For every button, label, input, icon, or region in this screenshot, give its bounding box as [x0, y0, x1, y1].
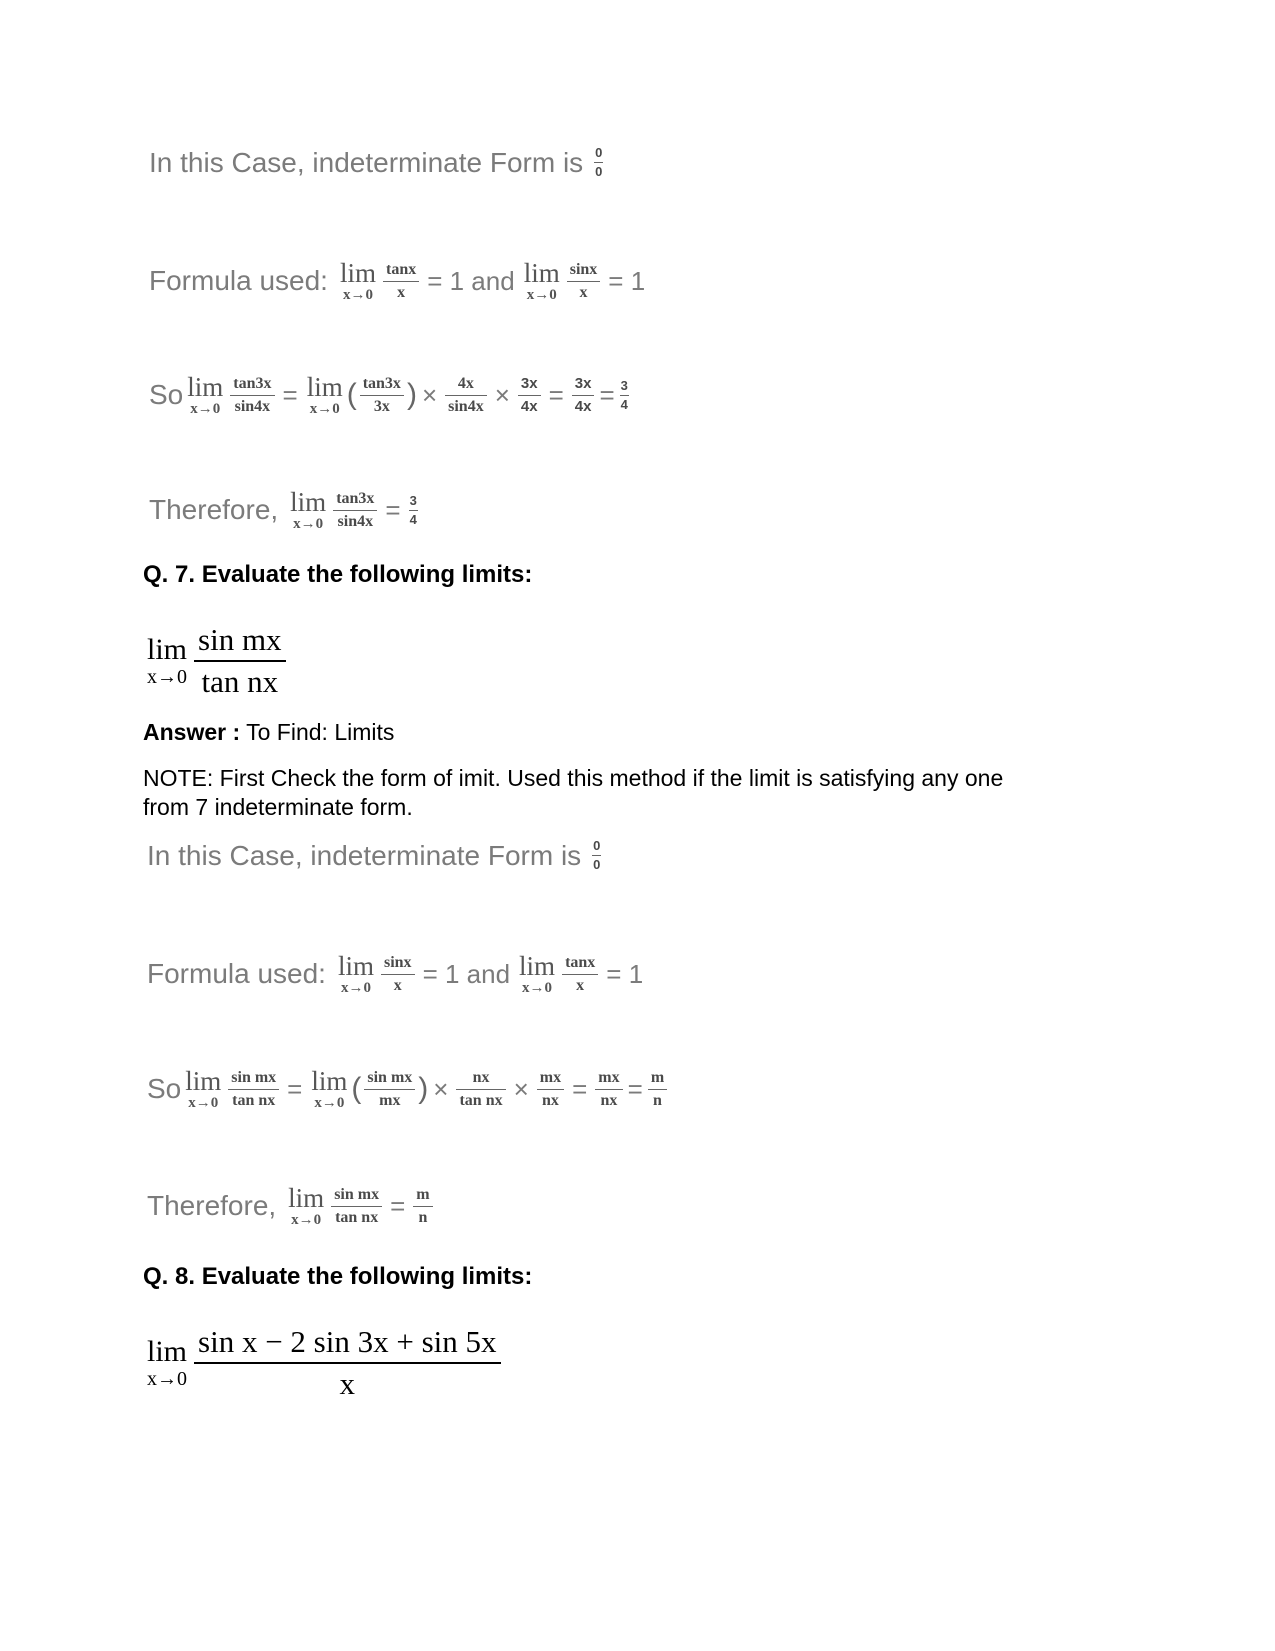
frac-num: m — [416, 1185, 430, 1203]
frac-den: tan nx — [201, 664, 279, 699]
frac-bar — [383, 281, 419, 282]
problem-expression — [143, 1324, 504, 1402]
frac-bar — [537, 1089, 564, 1090]
equals-one: = 1 — [608, 266, 646, 296]
frac-num: sin mx — [367, 1068, 413, 1086]
case-line — [149, 146, 606, 179]
limit-operator — [307, 373, 343, 417]
frac-num: mx — [598, 1068, 620, 1086]
lim-sub: x→0 — [293, 516, 324, 532]
fraction — [413, 1186, 432, 1227]
fraction — [230, 375, 274, 416]
fraction — [331, 1186, 382, 1227]
limit-operator — [311, 1067, 347, 1111]
equals-sign: = — [572, 1074, 588, 1104]
frac-den: 4x — [520, 397, 538, 415]
fraction — [194, 622, 286, 700]
frac-den: sin4x — [234, 397, 271, 415]
limit-operator — [187, 373, 223, 417]
frac-num: sinx — [569, 260, 598, 278]
frac-den: tan nx — [459, 1091, 503, 1109]
lim-sub: x→0 — [309, 401, 340, 417]
frac-num: tanx — [385, 260, 417, 278]
therefore-label: Therefore, — [149, 494, 279, 525]
frac-num: m — [650, 1068, 665, 1086]
fraction — [518, 375, 541, 416]
note-paragraph: NOTE: First Check the form of imit. Used this method if the limit is satisfying any one from 7 indeterminate form. — [143, 765, 1004, 820]
lim-text: lim — [290, 487, 327, 517]
frac-den: tan nx — [335, 1208, 379, 1226]
formula-line — [147, 952, 648, 996]
frac-den: mx — [379, 1091, 401, 1109]
times-sign: × — [513, 1074, 529, 1104]
frac-bar — [360, 395, 404, 396]
limit-operator — [340, 259, 376, 303]
limit-operator — [288, 1184, 324, 1228]
equals-sign: = — [282, 380, 298, 410]
so-line — [149, 373, 632, 417]
frac-den: x — [339, 1366, 356, 1401]
fraction — [409, 494, 418, 527]
lim-sub: x→0 — [314, 1095, 345, 1111]
frac-bar — [194, 1362, 501, 1364]
frac-den: x — [576, 976, 585, 994]
frac-num: tan3x — [336, 489, 375, 507]
limit-operator — [338, 952, 374, 996]
limit-operator — [185, 1067, 221, 1111]
frac-den: 4x — [574, 397, 592, 415]
limit-operator — [147, 634, 187, 688]
frac-num: mx — [539, 1068, 562, 1086]
frac-bar — [572, 395, 595, 396]
frac-bar — [381, 974, 415, 975]
frac-bar — [364, 1089, 415, 1090]
frac-bar — [413, 1206, 432, 1207]
fraction — [595, 1069, 622, 1110]
frac-bar — [562, 974, 598, 975]
lim-sub: x→0 — [340, 980, 371, 996]
fraction — [572, 375, 595, 416]
frac-num: 0 — [593, 838, 601, 853]
lim-text: lim — [339, 258, 376, 288]
lim-text: lim — [147, 1335, 188, 1368]
fraction — [456, 1069, 505, 1110]
frac-den: x — [579, 283, 588, 301]
times-sign: × — [433, 1074, 449, 1104]
frac-bar — [592, 855, 601, 856]
question-heading: Q. 8. Evaluate the following limits: — [143, 1263, 533, 1290]
frac-den: n — [418, 1208, 428, 1226]
so-label: So — [149, 379, 184, 410]
open-paren: ( — [351, 1072, 362, 1105]
frac-bar — [456, 1089, 505, 1090]
times-sign: × — [494, 380, 510, 410]
zero-over-zero-fraction — [594, 146, 603, 179]
frac-den: nx — [600, 1091, 618, 1109]
lim-text: lim — [337, 951, 374, 981]
frac-bar — [518, 395, 541, 396]
fraction — [537, 1069, 564, 1110]
so-label: So — [147, 1073, 182, 1104]
therefore-line — [149, 488, 421, 532]
lim-sub: x→0 — [342, 287, 373, 303]
limit-operator — [519, 952, 555, 996]
fraction — [562, 954, 598, 995]
case-text: In this Case, indeterminate Form is — [147, 839, 582, 871]
frac-bar — [594, 162, 603, 163]
question-heading: Q. 7. Evaluate the following limits: — [143, 561, 533, 588]
so-line — [147, 1067, 670, 1111]
limit-operator — [147, 1336, 187, 1390]
answer-text: To Find: Limits — [240, 719, 395, 745]
therefore-label: Therefore, — [147, 1190, 277, 1221]
lim-text: lim — [288, 1183, 325, 1213]
frac-den: 4 — [409, 511, 417, 527]
frac-num: sin x − 2 sin 3x + sin 5x — [198, 1324, 497, 1359]
fraction — [381, 954, 415, 995]
frac-den: nx — [541, 1091, 559, 1109]
formula-line — [149, 259, 650, 303]
fraction — [445, 375, 487, 416]
formula-label: Formula used: — [147, 958, 326, 989]
frac-den: x — [397, 283, 406, 301]
frac-bar — [230, 395, 274, 396]
frac-num: 3 — [409, 492, 417, 508]
frac-num: 3x — [520, 374, 538, 392]
lim-text: lim — [306, 372, 343, 402]
frac-num: tan3x — [362, 374, 401, 392]
equals-and: = 1 and — [427, 266, 515, 296]
fraction — [383, 261, 419, 302]
fraction — [228, 1069, 279, 1110]
case-text: In this Case, indeterminate Form is — [149, 146, 584, 178]
frac-bar — [445, 395, 487, 396]
frac-num: 0 — [595, 145, 603, 160]
limit-operator — [524, 259, 560, 303]
frac-num: 4x — [457, 374, 474, 392]
frac-num: sin mx — [334, 1185, 380, 1203]
lim-text: lim — [523, 258, 560, 288]
equals-sign: = — [627, 1074, 643, 1104]
lim-sub: x→0 — [291, 1212, 322, 1228]
frac-bar — [331, 1206, 382, 1207]
frac-num: sinx — [383, 953, 412, 971]
fraction — [648, 1069, 667, 1110]
frac-bar — [567, 281, 601, 282]
case-line — [147, 839, 604, 872]
lim-sub: x→0 — [147, 1368, 187, 1390]
answer-line — [143, 718, 394, 747]
frac-num: tanx — [565, 953, 596, 971]
equals-sign: = — [390, 1191, 406, 1221]
fraction — [364, 1069, 415, 1110]
frac-bar — [333, 510, 377, 511]
limit-operator — [290, 488, 326, 532]
lim-sub: x→0 — [526, 287, 557, 303]
frac-num: 3x — [574, 374, 592, 392]
therefore-line — [147, 1184, 436, 1228]
lim-sub: x→0 — [522, 980, 553, 996]
lim-sub: x→0 — [188, 1095, 219, 1111]
lim-text: lim — [185, 1066, 222, 1096]
frac-num: nx — [472, 1068, 490, 1086]
lim-text: lim — [311, 1066, 348, 1096]
equals-and: = 1 and — [422, 959, 511, 989]
frac-den: 3x — [373, 397, 390, 415]
frac-bar — [194, 660, 286, 662]
lim-text: lim — [519, 951, 556, 981]
formula-label: Formula used: — [149, 265, 328, 296]
zero-over-zero-fraction — [592, 839, 601, 872]
frac-den: 0 — [593, 857, 601, 872]
frac-den: tan nx — [232, 1091, 276, 1109]
close-paren: ) — [418, 1072, 429, 1105]
frac-den: 0 — [595, 164, 603, 179]
frac-bar — [228, 1089, 279, 1090]
frac-bar — [648, 1089, 667, 1090]
fraction — [194, 1324, 501, 1402]
equals-one: = 1 — [606, 959, 644, 989]
fraction — [360, 375, 404, 416]
fraction — [620, 379, 629, 412]
frac-num: tan3x — [233, 374, 272, 392]
frac-den: 4 — [620, 396, 628, 412]
equals-sign: = — [287, 1074, 303, 1104]
frac-den: sin4x — [337, 512, 374, 530]
lim-sub: x→0 — [147, 666, 187, 688]
frac-num: sin mx — [198, 622, 282, 657]
problem-expression — [143, 622, 289, 700]
frac-num: 3 — [620, 377, 628, 393]
lim-text: lim — [187, 372, 224, 402]
frac-num: sin mx — [231, 1068, 277, 1086]
equals-sign: = — [599, 380, 615, 410]
lim-sub: x→0 — [190, 401, 221, 417]
equals-sign: = — [548, 380, 564, 410]
fraction — [567, 261, 601, 302]
times-sign: × — [421, 380, 438, 410]
frac-den: n — [653, 1091, 662, 1109]
frac-bar — [595, 1089, 622, 1090]
fraction — [333, 490, 377, 531]
frac-den: x — [393, 976, 402, 994]
equals-sign: = — [385, 495, 401, 525]
close-paren: ) — [406, 378, 417, 411]
open-paren: ( — [346, 378, 357, 411]
frac-bar — [409, 510, 418, 511]
answer-label: Answer : — [143, 719, 241, 745]
frac-bar — [620, 395, 629, 396]
lim-text: lim — [147, 633, 188, 666]
frac-den: sin4x — [448, 397, 484, 415]
